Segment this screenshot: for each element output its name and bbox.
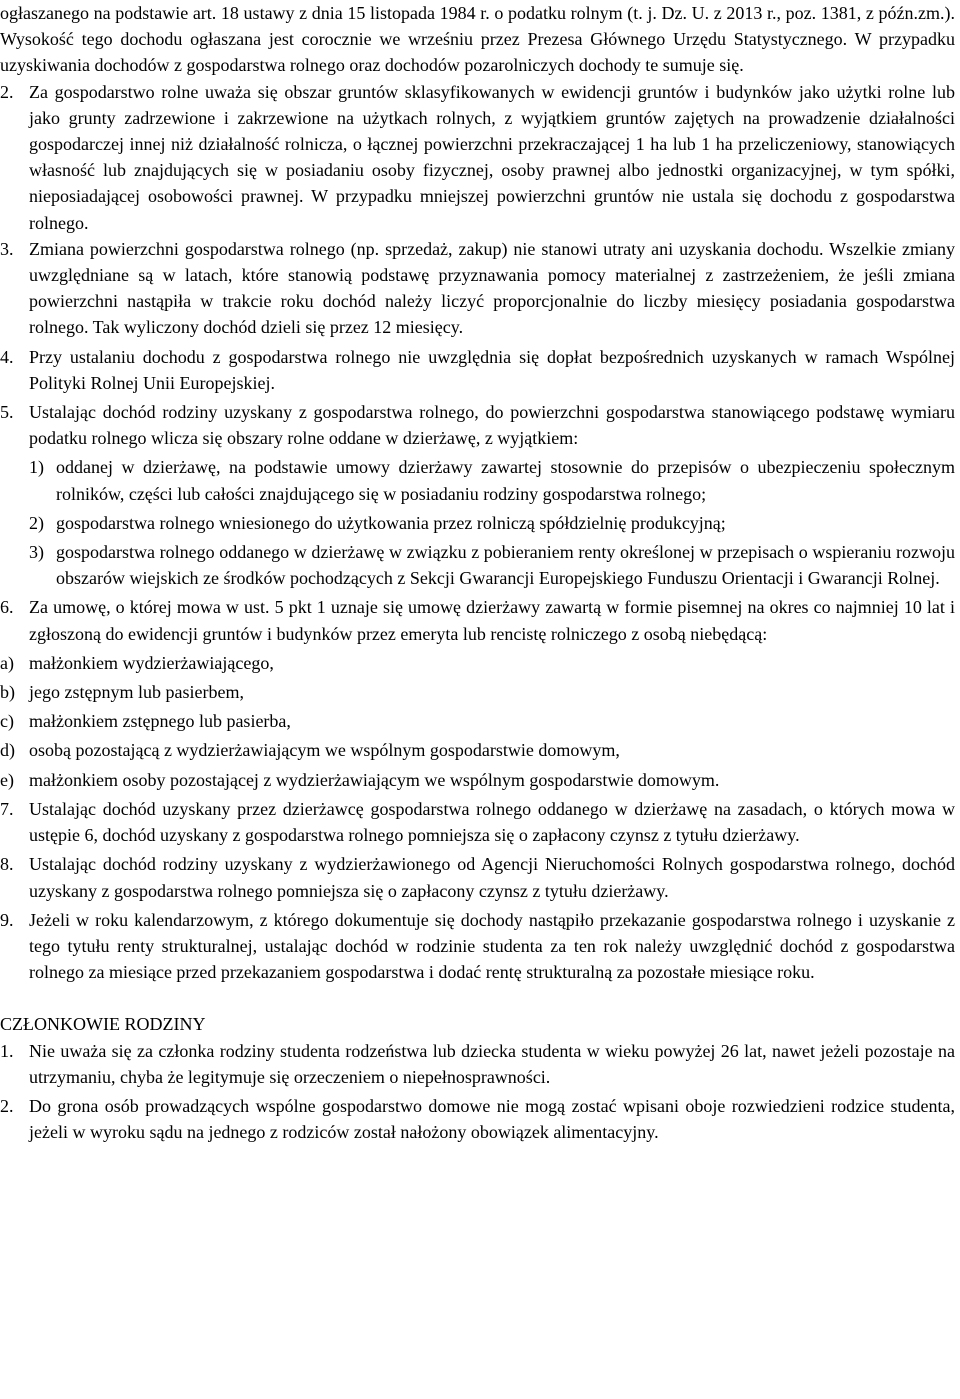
alpha-item-letter: b) xyxy=(0,682,15,703)
alpha-item-text: osobą pozostającą z wydzierżawiającym we wspólnym gospodarstwie domowym, xyxy=(29,740,620,761)
alpha-item-text: małżonkiem wydzierżawiającego, xyxy=(29,652,274,673)
item-text: Za umowę, o której mowa w ust. 5 pkt 1 uznaje się umowę dzierżawy zawartą w formie pisemnej na okres co najmniej 10 lat i zgłoszoną do ewidencji gruntów i budynków przez emeryta lub rencistę rolniczego z osobą niebędącą: xyxy=(29,597,955,644)
alpha-item-c xyxy=(0,708,955,734)
sub-item-number: 1) xyxy=(29,457,44,478)
alpha-item-b xyxy=(0,679,955,705)
item-number: 5. xyxy=(0,402,14,423)
list-item-8 xyxy=(0,851,955,903)
item-number: 9. xyxy=(0,909,14,930)
item-number: 1. xyxy=(0,1040,14,1061)
family-item-1 xyxy=(0,1038,955,1090)
sub-item-3 xyxy=(29,539,955,591)
alpha-item-a xyxy=(0,650,955,676)
section-heading: CZŁONKOWIE RODZINY xyxy=(0,1014,206,1035)
sub-item-number: 3) xyxy=(29,542,44,563)
sub-item-2 xyxy=(29,510,955,536)
sub-item-text: gospodarstwa rolnego oddanego w dzierżawę w związku z pobieraniem renty określonej w przepisach o wspieraniu rozwoju obszarów wiejskich ze środków pochodzących z Sekcji Gwarancji Europejskiego Funduszu Orientacji i Gwarancji Rolnej. xyxy=(56,542,955,589)
item-text: Do grona osób prowadzących wspólne gospodarstwo domowe nie mogą zostać wpisani oboje rozwiedzieni rodzice studenta, jeżeli w wyroku sądu na jednego z rodziców został nałożony obowiązek alimentacyjny. xyxy=(29,1095,955,1143)
list-item-7 xyxy=(0,796,955,848)
item-text: Jeżeli w roku kalendarzowym, z którego dokumentuje się dochody nastąpiło przekazanie gospodarstwa rolnego i uzyskanie z tego tytułu renty strukturalnej, ustalając dochód w rodzinie studenta za ten rok należy uwzględnić dochód z gospodarstwa rolnego za miesiące przed przekazaniem gospodarstwa i dodać rentę strukturalną za pozostałe miesiące roku. xyxy=(29,909,955,983)
alpha-item-letter: d) xyxy=(0,740,15,761)
sub-item-text: gospodarstwa rolnego wniesionego do użytkowania przez rolniczą spółdzielnię produkcyjną; xyxy=(56,512,726,533)
list-item-6 xyxy=(0,594,955,646)
alpha-item-text: małżonkiem zstępnego lub pasierba, xyxy=(29,711,291,732)
family-item-2 xyxy=(0,1093,955,1145)
alpha-item-e xyxy=(0,767,955,793)
item-number: 3. xyxy=(0,238,14,259)
item-number: 2. xyxy=(0,81,14,102)
list-item-9 xyxy=(0,907,955,986)
sub-item-text: oddanej w dzierżawę, na podstawie umowy dzierżawy zawartej stosownie do przepisów o ubezpieczeniu społecznym rolników, części lub całości znajdującego się w posiadaniu rodziny gospodarstwa rolnego; xyxy=(56,457,955,504)
alpha-item-text: jego zstępnym lub pasierbem, xyxy=(29,682,244,703)
item-text: Ustalając dochód rodziny uzyskany z gospodarstwa rolnego, do powierzchni gospodarstwa stanowiącego podstawę wymiaru podatku rolnego wlicza się obszary rolne oddane w dzierżawę, z wyjątkiem: xyxy=(29,402,955,449)
item-text: Przy ustalaniu dochodu z gospodarstwa rolnego nie uwzględnia się dopłat bezpośrednich uzyskanych w ramach Wspólnej Polityki Rolnej Unii Europejskiej. xyxy=(29,346,955,393)
list-item-4 xyxy=(0,344,955,396)
item-number: 4. xyxy=(0,346,14,367)
alpha-item-letter: a) xyxy=(0,652,14,673)
list-item-3 xyxy=(0,236,955,341)
sub-item-1 xyxy=(29,454,955,506)
item-text: Zmiana powierzchni gospodarstwa rolnego (np. sprzedaż, zakup) nie stanowi utraty ani uzyskania dochodu. Wszelkie zmiany uwzględniane są w latach, które stanowią podstawę przyznawania pomocy materialnej z zastrzeżeniem, że jeśli zmiana powierzchni nastąpiła w trakcie roku dochód należy liczyć proporcjonalnie do liczby miesięcy posiadania gospodarstwa rolnego. Tak wyliczony dochód dzieli się przez 12 miesięcy. xyxy=(29,238,955,338)
item-number: 2. xyxy=(0,1095,14,1116)
alpha-item-letter: c) xyxy=(0,711,14,732)
intro-paragraph: ogłaszanego na podstawie art. 18 ustawy z dnia 15 listopada 1984 r. o podatku rolnym (t. j. Dz. U. z 2013 r., poz. 1381, z późn.zm.). Wysokość tego dochodu ogłaszana jest corocznie we wrześniu przez Prezesa Głównego Urzędu Statystycznego. W przypadku uzyskiwania dochodów z gospodarstwa rolnego oraz dochodów pozarolniczych dochody te sumuje się. xyxy=(0,3,955,76)
alpha-item-letter: e) xyxy=(0,769,14,790)
item-text: Nie uważa się za członka rodziny studenta rodzeństwa lub dziecka studenta w wieku powyżej 26 lat, nawet jeżeli pozostaje na utrzymaniu, chyba że legitymuje się orzeczeniem o niepełnosprawności. xyxy=(29,1040,955,1087)
item-number: 8. xyxy=(0,854,14,875)
alpha-item-text: małżonkiem osoby pozostającej z wydzierżawiającym we wspólnym gospodarstwie domowym. xyxy=(29,769,720,790)
sub-item-number: 2) xyxy=(29,512,44,533)
item-text: Ustalając dochód rodziny uzyskany z wydzierżawionego od Agencji Nieruchomości Rolnych gospodarstwa rolnego, dochód uzyskany z gospodarstwa rolnego pomniejsza się o zapłacony czynsz z tytułu dzierżawy. xyxy=(29,854,955,901)
item-text: Ustalając dochód uzyskany przez dzierżawcę gospodarstwa rolnego oddanego w dzierżawę na zasadach, o których mowa w ustępie 6, dochód uzyskany z gospodarstwa rolnego pomniejsza się o zapłacony czynsz z tytułu dzierżawy. xyxy=(29,798,955,846)
item-number: 6. xyxy=(0,597,14,618)
item-text: Za gospodarstwo rolne uważa się obszar gruntów sklasyfikowanych w ewidencji gruntów i budynków jako użytki rolne lub jako grunty zadrzewione i zakrzewione na użytkach rolnych, z wyjątkiem gruntów zajętych na prowadzenie działalności gospodarczej innej niż działalność rolnicza, o łącznej powierzchni przekraczającej 1 ha lub 1 ha przeliczeniowy, stanowiących własność lub znajdujących się w posiadaniu osoby fizycznej, osoby prawnej albo jednostki organizacyjnej, w tym spółki, nieposiadającej osobowości prawnej. W przypadku mniejszej powierzchni gruntów nie ustala się dochodu z gospodarstwa rolnego. xyxy=(29,81,955,233)
alpha-item-d xyxy=(0,737,955,763)
list-item-5 xyxy=(0,399,955,451)
list-item-2 xyxy=(0,79,955,236)
item-number: 7. xyxy=(0,798,14,819)
